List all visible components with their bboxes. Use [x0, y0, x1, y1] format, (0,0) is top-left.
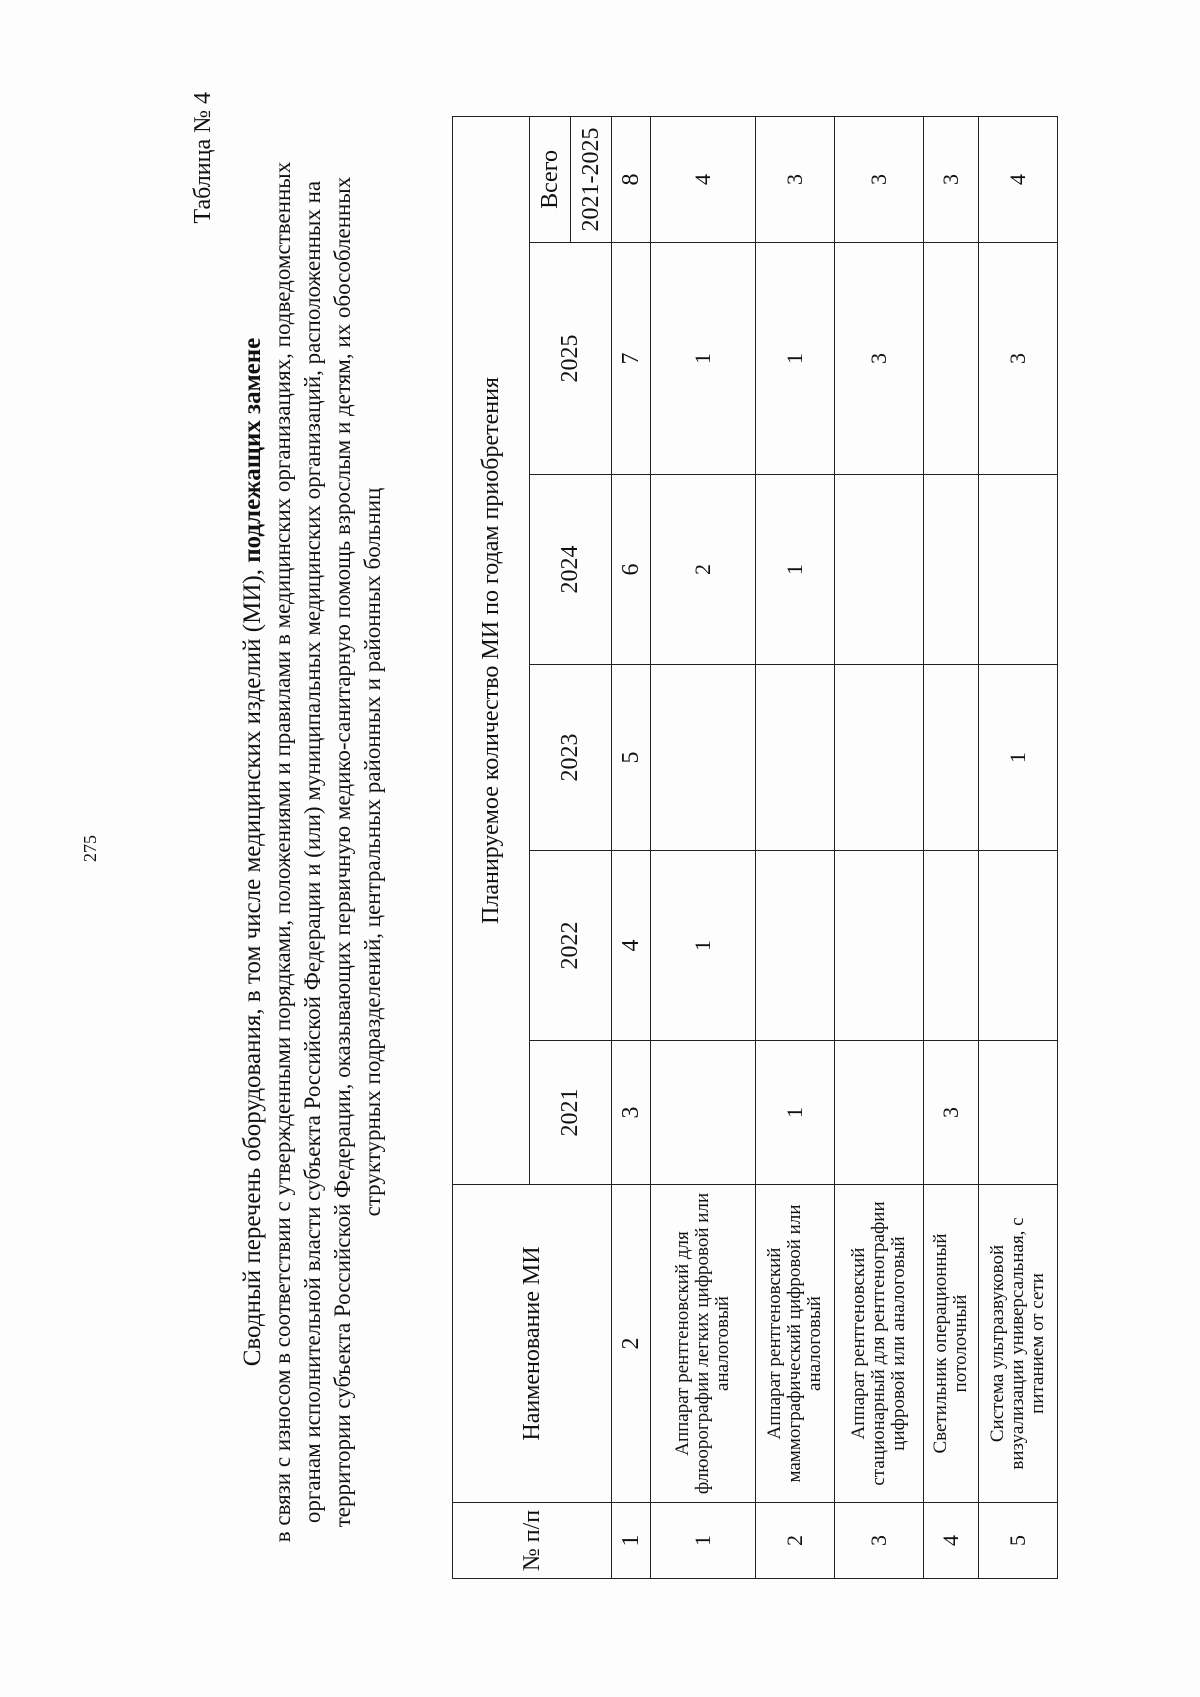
row-num: 2	[756, 1503, 835, 1579]
row-num: 5	[979, 1503, 1058, 1579]
header-planned: Планируемое количество МИ по годам приобретения	[453, 116, 530, 1184]
row-total: 3	[835, 116, 924, 242]
heading-title-text: Сводный перечень оборудования, в том числе медицинских изделий (МИ),	[239, 569, 266, 1367]
row-num: 1	[651, 1503, 756, 1579]
column-number: 4	[612, 851, 651, 1041]
row-2023	[651, 665, 756, 851]
document-heading	[238, 157, 388, 1547]
table-row	[924, 116, 979, 1578]
column-number: 7	[612, 243, 651, 475]
row-2022: 1	[651, 851, 756, 1041]
table-row	[756, 116, 835, 1578]
table-row	[651, 116, 756, 1578]
header-year-2023: 2023	[530, 665, 612, 851]
row-total: 4	[651, 116, 756, 242]
row-2025: 3	[979, 243, 1058, 475]
header-total-range: 2021-2025	[571, 116, 612, 242]
table-row	[979, 116, 1058, 1578]
header-year-2025: 2025	[530, 243, 612, 475]
column-number: 3	[612, 1041, 651, 1185]
row-2023	[835, 665, 924, 851]
row-total: 3	[924, 116, 979, 242]
heading-title-bold: подлежащих замене	[239, 337, 266, 563]
row-2024	[835, 475, 924, 665]
row-2022	[835, 851, 924, 1041]
column-number: 8	[612, 116, 651, 242]
page-number: 275	[80, 835, 100, 862]
column-number: 2	[612, 1185, 651, 1503]
row-num: 4	[924, 1503, 979, 1579]
row-2023: 1	[979, 665, 1058, 851]
row-2023	[756, 665, 835, 851]
row-2025: 1	[756, 243, 835, 475]
header-num: № п/п	[453, 1503, 612, 1579]
header-total: Всего	[530, 116, 571, 242]
row-2022	[979, 851, 1058, 1041]
row-name: Светильник операционный потолочный	[924, 1185, 979, 1503]
row-2021	[835, 1041, 924, 1185]
heading-body: в связи с износом в соответствии с утвержденными порядками, положениями и правилами в медицинских организациях, подведомственных органам исполнительной власти субъекта Российской Федерации и (или) муниципальных медицинских организаций, расположенных на территории субъекта Российской Федерации, оказывающих первичную медико-санитарную помощь взрослым и детям, их обособленных структурных подразделений, центральных районных и районных больниц	[270, 161, 385, 1543]
row-2021: 1	[756, 1041, 835, 1185]
row-total: 3	[756, 116, 835, 242]
table-row	[835, 116, 924, 1578]
header-year-2024: 2024	[530, 475, 612, 665]
row-2022	[924, 851, 979, 1041]
column-number: 1	[612, 1503, 651, 1579]
row-2025: 3	[835, 243, 924, 475]
row-2021	[979, 1041, 1058, 1185]
row-2025	[924, 243, 979, 475]
row-name: Аппарат рентгеновский стационарный для рентгенографии цифровой или аналоговый	[835, 1185, 924, 1503]
row-name: Аппарат рентгеновский для флюорографии легких цифровой или аналоговый	[651, 1185, 756, 1503]
column-number-row	[612, 116, 651, 1578]
row-2023	[924, 665, 979, 851]
row-2024	[979, 475, 1058, 665]
row-total: 4	[979, 116, 1058, 242]
header-year-2021: 2021	[530, 1041, 612, 1185]
equipment-table	[452, 116, 1058, 1579]
heading-title-line	[238, 157, 268, 1547]
row-name: Система ультразвуковой визуализации универсальная, с питанием от сети	[979, 1185, 1058, 1503]
row-2024: 2	[651, 475, 756, 665]
column-number: 5	[612, 665, 651, 851]
row-num: 3	[835, 1503, 924, 1579]
header-year-2022: 2022	[530, 851, 612, 1041]
column-number: 6	[612, 475, 651, 665]
header-name: Наименование МИ	[453, 1185, 612, 1503]
row-2021: 3	[924, 1041, 979, 1185]
table-label: Таблица № 4	[190, 92, 216, 224]
row-2024: 1	[756, 475, 835, 665]
row-2025: 1	[651, 243, 756, 475]
header-row-1	[453, 116, 530, 1578]
row-2021	[651, 1041, 756, 1185]
row-name: Аппарат рентгеновский маммографический цифровой или аналоговый	[756, 1185, 835, 1503]
row-2022	[756, 851, 835, 1041]
row-2024	[924, 475, 979, 665]
